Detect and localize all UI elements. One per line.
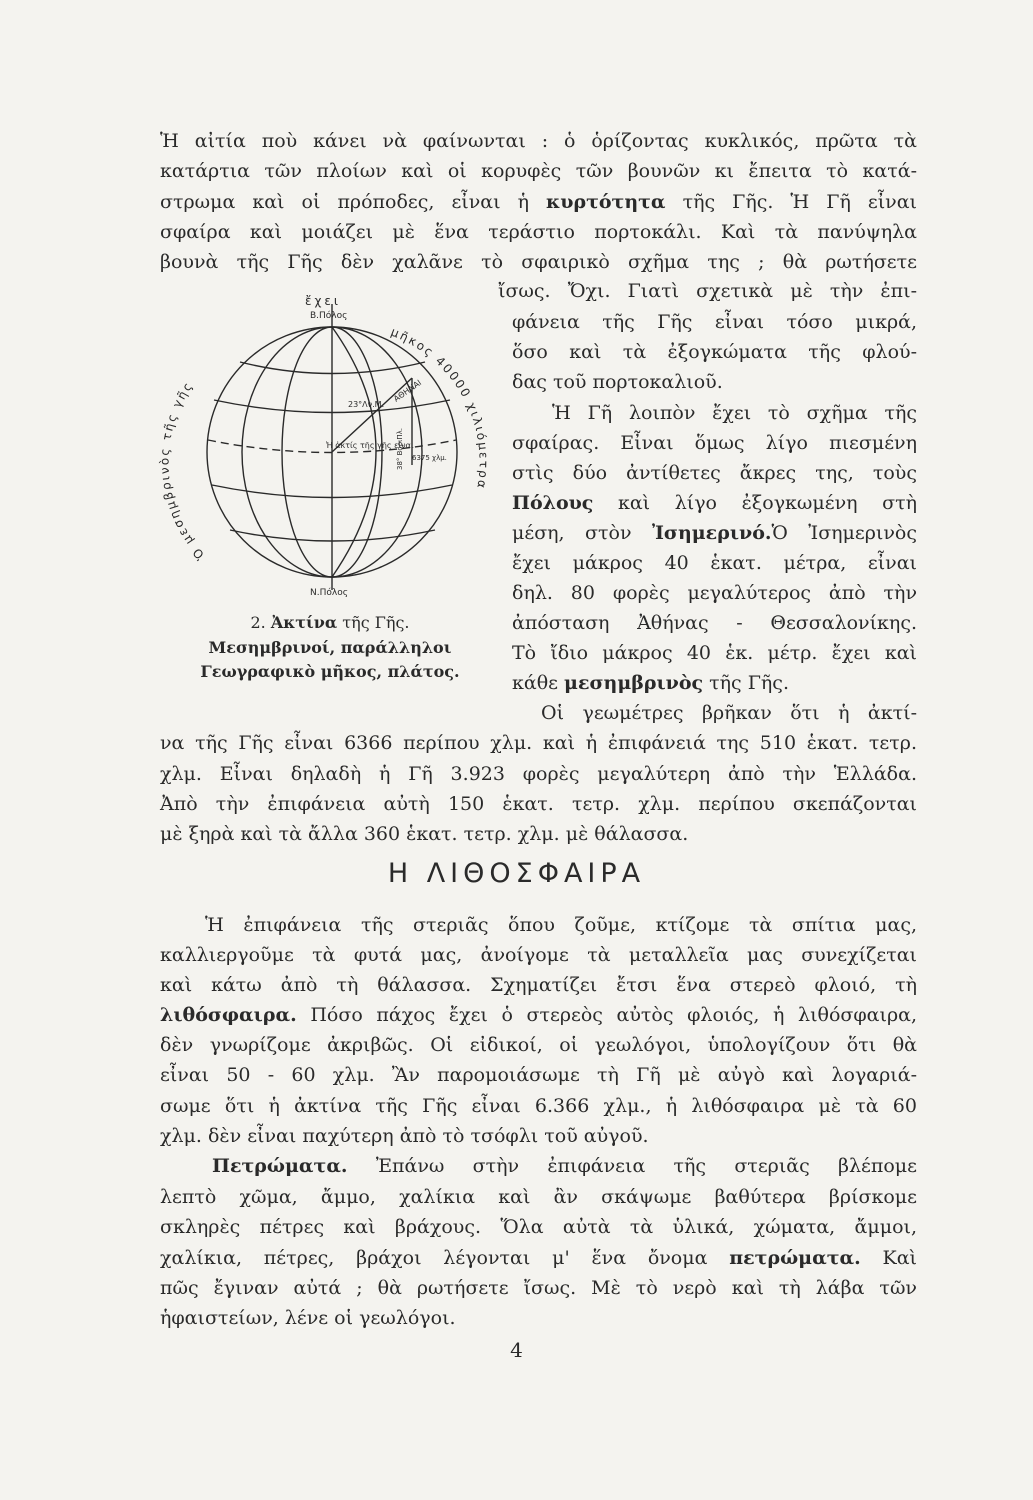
text-line: καλλιεργοῦμε τὰ φυτά μας, ἀνοίγομε τὰ μεταλλεῖα μας συνεχίζεται [160,944,917,966]
text-line: Πετρώματα. Ἐπάνω στὴν ἐπιφάνεια τῆς στεριᾶς βλέπομε [212,1155,917,1177]
arc-top-label: ἔχει [305,294,341,308]
text-line: Ἡ ἐπιφάνεια τῆς στεριᾶς ὅπου ζοῦμε, κτίζομε τὰ σπίτια μας, [205,914,917,936]
text-line: κατάρτια τῶν πλοίων καὶ οἱ κορυφὲς τῶν βουνῶν κι ἔπειτα τὸ κατά- [160,160,917,182]
section-title: Η ΛΙΘΟΣΦΑΙΡΑ [387,858,646,889]
north-pole-label: Β.Πόλος [310,311,348,321]
athens-label: ΑΘΗΝΑΙ [391,378,424,404]
angle-label: 23°Λν.Μ. [348,400,385,409]
text-line: βουνὰ τῆς Γῆς δὲν χαλᾶνε τὸ σφαιρικὸ σχῆμα της ; θὰ ρωτήσετε [160,251,917,273]
text-line: σφαίρα καὶ μοιάζει μὲ ἕνα τεράστιο πορτοκάλι. Καὶ τὰ πανύψηλα [160,221,917,243]
text-line: ἀπόσταση Ἀθήνας - Θεσσαλονίκης. [512,612,917,634]
arc-left-label: Ὁ μεσημβρινὸς τῆς γῆς [157,378,208,563]
text-line: ἡφαιστείων, λένε οἱ γεωλόγοι. [160,1307,456,1329]
globe-figure [150,290,500,600]
text-line: Πόλους καὶ λίγο ἐξογκωμένη στὴ [512,492,917,514]
page-number: 4 [510,1338,523,1362]
text-line: σκληρὲς πέτρες καὶ βράχους. Ὅλα αὐτὰ τὰ ὑλικά, χώματα, ἄμμοι, [160,1216,917,1238]
bold-term: λιθόσφαιρα. [160,1004,297,1026]
text-line: Τὸ ἴδιο μάκρος 40 ἑκ. μέτρ. ἔχει καὶ [512,642,917,664]
km-label: 6375 χλμ. [412,454,447,462]
text-line: λεπτὸ χῶμα, ἄμμο, χαλίκια καὶ ἂν σκάψωμε βαθύτερα βρίσκομε [160,1186,917,1208]
latitude-label: 38° Βορ.Πλ. [396,427,404,470]
figure-caption-line: Μεσημβρινοί, παράλληλοι [208,638,452,657]
text-line: εἶναι 50 - 60 χλμ. Ἂν παρομοιάσωμε τὴ Γῆ μὲ αὐγὸ καὶ λογαριά- [160,1064,917,1086]
text-line: Ἡ αἰτία ποὺ κάνει νὰ φαίνωνται : ὁ ὁρίζοντας κυκλικός, πρῶτα τὰ [160,130,917,152]
text-line: χλμ. Εἶναι δηλαδὴ ἡ Γῆ 3.923 φορὲς μεγαλύτερη ἀπὸ τὴν Ἑλλάδα. [160,763,917,785]
text-line: να τῆς Γῆς εἶναι 6366 περίπου χλμ. καὶ ἡ ἐπιφάνειά της 510 ἑκατ. τετρ. [160,732,917,754]
text-line: σφαίρας. Εἶναι ὅμως λίγο πιεσμένη [512,432,917,454]
figure-caption-line: 2. Ἀκτίνα τῆς Γῆς. [250,613,410,632]
text-line: Ἡ Γῆ λοιπὸν ἔχει τὸ σχῆμα τῆς [552,402,917,424]
globe-diagram [150,290,500,600]
text-line: μέση, στὸν Ἰσημερινό.Ὁ Ἰσημερινὸς [512,522,917,544]
bold-term: Πετρώματα. [212,1155,348,1177]
bold-term: πετρώματα. [729,1247,861,1269]
radius-label: Ἡ ἀκτίς τῆς γῆς εἶναι [326,441,414,450]
text-line: δηλ. 80 φορὲς μεγαλύτερος ἀπὸ τὴν [512,582,917,604]
bold-term: κυρτότητα [546,191,666,213]
text-line: δας τοῦ πορτοκαλιοῦ. [512,371,723,393]
arc-right-label: μῆκος 40000 χιλιόμετρα [388,324,491,492]
text-line: λιθόσφαιρα. Πόσο πάχος ἔχει ὁ στερεὸς αὐτὸς φλοιός, ἡ λιθόσφαιρα, [160,1004,917,1026]
text-line: ὅσο καὶ τὰ ἐξογκώματα τῆς φλού- [512,341,917,363]
text-line: Οἱ γεωμέτρες βρῆκαν ὅτι ἡ ἀκτί- [541,702,917,724]
text-line: ἴσως. Ὄχι. Γιατὶ σχετικὰ μὲ τὴν ἐπι- [498,280,917,302]
text-line: Ἀπὸ τὴν ἐπιφάνεια αὐτὴ 150 ἑκατ. τετρ. χλμ. περίπου σκεπάζονται [160,793,917,815]
text-line: δὲν γνωρίζομε ἀκριβῶς. Οἱ εἰδικοί, οἱ γεωλόγοι, ὑπολογίζουν ὅτι θὰ [160,1034,917,1056]
bold-term: Ἰσημερινό. [651,522,772,544]
text-line: σωμε ὅτι ἡ ἀκτίνα τῆς Γῆς εἶναι 6.366 χλμ., ἡ λιθόσφαιρα μὲ τὰ 60 [160,1095,917,1117]
text-line: πῶς ἔγιναν αὐτά ; θὰ ρωτήσετε ἴσως. Μὲ τὸ νερὸ καὶ τὴ λάβα τῶν [160,1277,917,1299]
south-pole-label: Ν.Πόλος [310,588,348,598]
text-line: καὶ κάτω ἀπὸ τὴ θάλασσα. Σχηματίζει ἔτσι ἕνα στερεὸ φλοιό, τὴ [160,974,917,996]
text-line: κάθε μεσημβρινὸς τῆς Γῆς. [512,672,789,694]
text-line: χλμ. δὲν εἶναι παχύτερη ἀπὸ τὸ τσόφλι τοῦ αὐγοῦ. [160,1125,649,1147]
text-line: στρωμα καὶ οἱ πρόποδες, εἶναι ἡ κυρτότητα τῆς Γῆς. Ἡ Γῆ εἶναι [160,191,917,213]
text-line: φάνεια τῆς Γῆς εἶναι τόσο μικρά, [512,311,917,333]
bold-term: μεσημβρινὸς [564,672,704,694]
bold-term: Πόλους [512,492,594,514]
text-line: χαλίκια, πέτρες, βράχοι λέγονται μ' ἕνα ὄνομα πετρώματα. Καὶ [160,1247,918,1269]
figure-caption-line: Γεωγραφικὸ μῆκος, πλάτος. [200,662,460,681]
text-line: ἔχει μάκρος 40 ἑκατ. μέτρα, εἶναι [512,552,917,574]
text-line: μὲ ξηρὰ καὶ τὰ ἄλλα 360 ἑκατ. τετρ. χλμ. μὲ θάλασσα. [160,823,689,845]
text-line: στὶς δύο ἀντίθετες ἄκρες της, τοὺς [512,462,917,484]
